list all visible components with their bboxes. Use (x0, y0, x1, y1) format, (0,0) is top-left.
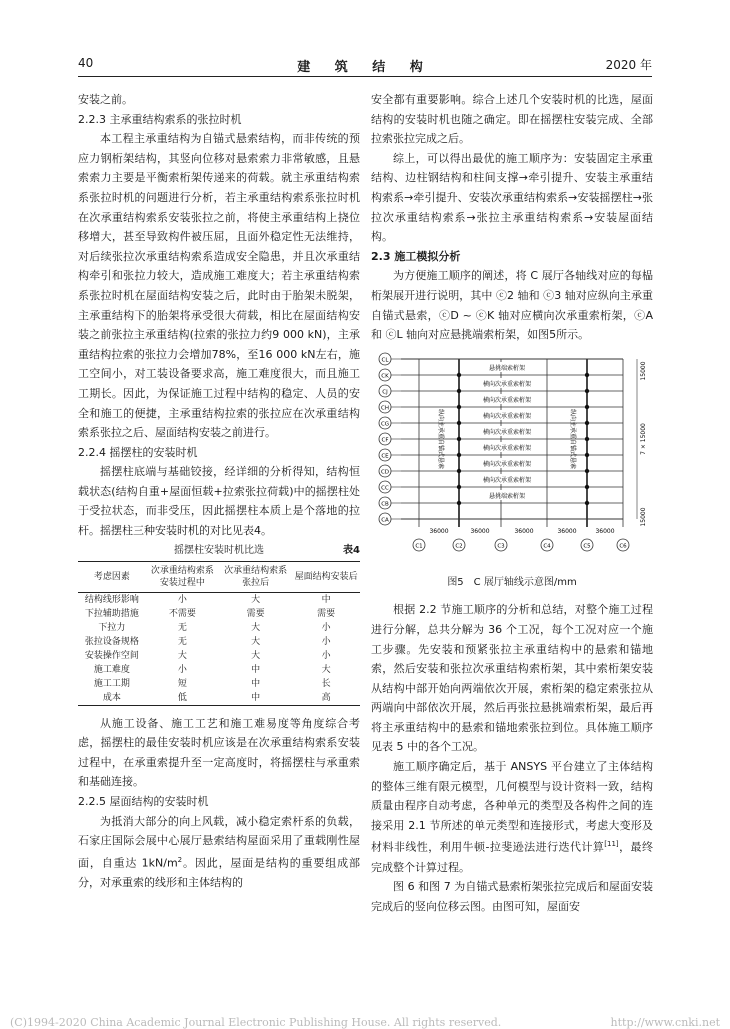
table-cell: 无 (177, 622, 187, 633)
joint (585, 389, 589, 393)
footer-url: http://www.cnki.net (610, 1016, 720, 1029)
band-label: 横向次承重索桁架 (482, 460, 532, 468)
table-cell: 下拉力 (98, 622, 126, 633)
table-header: 考虑因素 (78, 561, 146, 592)
band-label: 横向次承重索桁架 (482, 396, 532, 404)
copyright: (C)1994-2020 China Academic Journal Electronic Publishing House. All rights reserved. (10, 1016, 502, 1029)
band-label: 悬挑端索桁架 (488, 492, 526, 500)
section-heading: 2.3 施工模拟分析 (371, 249, 461, 263)
paragraph (78, 812, 360, 893)
joint (585, 421, 589, 425)
table-cell: 大 (251, 650, 261, 661)
paragraph: 图 6 和图 7 为自锚式悬索桁架张拉完成后和屋面安装完成后的竖向位移云图。由图可知，屋面安 (371, 880, 653, 913)
axis-label: C3 (497, 543, 505, 550)
span-dimension: 36000 (470, 527, 490, 535)
band-label: 横向次承重索桁架 (482, 476, 532, 484)
band-label: 横向次承重索桁架 (482, 412, 532, 420)
left-column (78, 90, 360, 893)
axis-label: CE (381, 453, 389, 460)
table-row (78, 592, 360, 607)
table-cell: 小 (177, 594, 187, 605)
table-row (78, 677, 360, 691)
span-dimension: 36000 (429, 527, 449, 535)
table-cell: 大 (321, 664, 331, 675)
table-cell: 小 (321, 622, 331, 633)
band-label: 悬挑端索桁架 (488, 364, 526, 372)
axis-label: C4 (543, 543, 551, 550)
span-dimension: 36000 (514, 527, 534, 535)
joint (457, 485, 461, 489)
joint (585, 437, 589, 441)
table-header: 屋面结构安装后 (292, 561, 360, 592)
side-label: 纵向主承重自锚式悬索 (569, 408, 576, 469)
joint (457, 389, 461, 393)
table-row (78, 691, 360, 706)
axis-label: C5 (583, 543, 591, 550)
text-run: 为抵消大部分的向上风载，减小稳定索杆系的负载，石家庄国际会展中心展厅悬索结构屋面采用了重载刚性屋面，自重达 1kN/m (78, 814, 360, 870)
joint (457, 501, 461, 505)
joint (457, 405, 461, 409)
journal-title: 建 筑 结 构 (297, 60, 433, 75)
axis-diagram (371, 349, 653, 567)
table-header: 次承重结构索系张拉后 (219, 561, 292, 592)
paragraph: 为方便施工顺序的阐述，将 C 展厅各轴线对应的每榀桁架展开进行说明，其中 ⓒ2 轴和 ⓒ3 轴对应纵向主承重自锚式悬索，ⓒD ~ ⓒK 轴对应横向次承重索桁架，ⓒA 和 ⓒL 轴向对应悬挑端索桁架，如图5所示。 (371, 269, 653, 342)
side-label: 纵向主承重自锚式悬索 (437, 408, 444, 469)
joint (585, 453, 589, 457)
table-cell: 无 (177, 636, 187, 647)
table-cell: 大 (251, 636, 261, 647)
table-cell: 施工工期 (93, 678, 130, 689)
citation: [11] (604, 840, 619, 849)
axis-label: CL (381, 357, 389, 364)
axis-label: C1 (415, 543, 423, 550)
table-cell: 中 (219, 691, 292, 706)
dimension-text: 7 × 15000 (640, 422, 647, 455)
axis-label: CD (380, 469, 390, 476)
paragraph: 综上，可以得出最优的施工顺序为：安装固定主承重结构、边柱钢结构和柱间支撑→牵引提升、安装主承重结构索系→牵引提升、安装次承重结构索系→安装摇摆柱→张拉次承重结构索系→张拉主承重结构索系→安装屋面结构。 (371, 151, 653, 244)
span-dimension: 36000 (595, 527, 615, 535)
paragraph: 从施工设备、施工工艺和施工难易度等角度综合考虑，摇摆柱的最佳安装时机应该是在次承重结构索系安装过程中，在承重索提升至一定高度时，将摇摆柱与承重索和基础连接。 (78, 716, 360, 789)
right-column (371, 90, 653, 916)
text-run: ，最终完成整个计算过程。 (371, 841, 654, 874)
axis-label: CJ (382, 389, 388, 396)
axis-label: C2 (455, 543, 463, 550)
text-run: 。因此，屋面是结构的重要组成部分，对承重索的线形和主体结构的 (78, 856, 361, 890)
paragraph: 本工程主承重结构为自锚式悬索结构，而非传统的预应力钢桁架结构，其竖向位移对悬索索力非常敏感，且悬索索力主要是平衡索桁架传递来的荷载。就主承重结构索系张拉时机的问题进行分析，若主承重结构索系张拉时机在次承重结构索系安装张拉之前，将使主承重结构上挠位移增大，甚至导致构件被压屈，且面外稳定性无法维持，对后续张拉次承重结构索系造成安全隐患，并且次承重结构牵引和张拉力较大，造成施工难度大；若主承重结构索系张拉时机在屋面结构安装之后，此时由于胎架未脱架，主承重结构下的胎架将承受很大荷载，相比在屋面结构安装之前张拉主承重结构(拉索的张拉力约9 000 kN)，主承重结构拉索的张拉力会增加78%，至16 000 kN左右，施工空间小，对工装设备要求高，施工难度很大，而且施工工期长。因此，为保证施工过程中结构的稳定、人员的安全和施工的便捷，主承重结构拉索的张拉应在次承重结构索系张拉之后、屋面结构安装之前进行。 (78, 132, 360, 440)
table-cell: 需要 (317, 608, 336, 619)
table-cell: 低 (146, 691, 219, 706)
joint (457, 469, 461, 473)
table-caption (78, 541, 360, 559)
joint (457, 437, 461, 441)
axis-label: CF (381, 437, 389, 444)
axis-label: CC (381, 485, 389, 492)
table-cell: 安装操作空间 (84, 650, 139, 661)
band-label: 横向次承重索桁架 (482, 380, 532, 388)
band-label: 横向次承重索桁架 (482, 444, 532, 452)
table-cell: 短 (177, 678, 187, 689)
axis-label: CA (381, 517, 389, 524)
axis-label: CK (381, 373, 389, 380)
joint (585, 405, 589, 409)
table-cell: 需要 (246, 608, 265, 619)
joint (457, 421, 461, 425)
table-cell: 大 (177, 650, 187, 661)
band-label: 横向次承重索桁架 (482, 428, 532, 436)
axis-label: CG (380, 421, 390, 428)
joint (585, 501, 589, 505)
joint (457, 373, 461, 377)
axis-label: C6 (619, 543, 627, 550)
paragraph: 根据 2.2 节施工顺序的分析和总结，对整个施工过程进行分解，总共分解为 36 个工况，每个工况对应一个施工步骤。先安装和预紧张拉主承重结构中的悬索和锚地索，然后安装和张拉次承重结构索桁架，其中索桁架安装从结构中部开始向两端依次开展，索桁架的稳定索张拉从两端向中部依次开展，然后再张拉悬挑端索桁架，最后再将主承重结构中的悬索和锚地索张拉到位。具体施工顺序见表 5 中的各个工况。 (371, 603, 653, 754)
comparison-table (78, 561, 360, 706)
table-row (78, 663, 360, 677)
table-row (78, 621, 360, 635)
joint (457, 453, 461, 457)
paragraph: 摇摆柱底端与基础铰接，经详细的分析得知，结构恒载状态(结构自重+屋面恒载+拉索张拉荷载)中的摇摆柱处于受拉状态，而非受压，因此摇摆柱本质上是个落地的拉杆。摇摆柱三种安装时机的对比见表4。 (78, 465, 360, 538)
table-title: 摇摆柱安装时机比选 (174, 544, 264, 556)
table-cell: 中 (251, 678, 261, 689)
table-cell: 施工难度 (93, 664, 130, 675)
table-cell: 小 (321, 650, 331, 661)
table-row (78, 635, 360, 649)
joint (585, 373, 589, 377)
page-header (78, 56, 652, 76)
table-cell: 中 (321, 594, 331, 605)
table-cell: 大 (251, 622, 261, 633)
table-row (78, 607, 360, 621)
table-header: 次承重结构索系安装过程中 (146, 561, 219, 592)
table-cell: 大 (251, 594, 261, 605)
axis-label: CB (381, 501, 389, 508)
span-dimension: 36000 (557, 527, 577, 535)
section-heading: 2.2.4 摇摆柱的安装时机 (78, 445, 198, 459)
figure-caption: 图5 C 展厅轴线示意图/mm (447, 576, 577, 588)
table-cell: 中 (251, 664, 261, 675)
table-row (78, 649, 360, 663)
axis-label: CH (381, 405, 389, 412)
header-rule (78, 76, 652, 77)
joint (585, 485, 589, 489)
table-cell: 结构线形影响 (84, 594, 139, 605)
table-number: 表4 (343, 544, 360, 556)
table-cell: 高 (292, 691, 360, 706)
table-cell: 不需要 (168, 608, 196, 619)
table-cell: 小 (177, 664, 187, 675)
section-heading: 2.2.5 屋面结构的安装时机 (78, 795, 209, 809)
superscript: 2 (177, 855, 183, 864)
dimension-text: 15000 (640, 507, 647, 527)
journal-year: 2020 年 (605, 58, 652, 72)
table-cell: 张拉设备规格 (84, 636, 139, 647)
section-heading: 2.2.3 主承重结构索系的张拉时机 (78, 112, 242, 126)
paragraph: 安全都有重要影响。综合上述几个安装时机的比选，屋面结构的安装时机也随之确定。即在摇摆柱安装完成、全部拉索张拉完成之后。 (371, 93, 653, 146)
table-cell: 长 (321, 678, 331, 689)
dimension-text: 15000 (640, 361, 647, 381)
text-run: 施工顺序确定后，基于 ANSYS 平台建立了主体结构的整体三维有限元模型，几何模型与设计资料一致，结构质量由程序自动考虑，各种单元的类型及各构件之间的连接采用 2.1 节所述的单元类型和连接形式，考虑大变形及材料非线性，利用牛顿-拉斐逊法进行迭代计算 (371, 760, 653, 855)
joint (585, 469, 589, 473)
table-cell: 下拉辅助措施 (84, 608, 139, 619)
page-number: 40 (78, 56, 94, 70)
paragraph: 安装之前。 (78, 93, 133, 106)
paragraph (371, 757, 653, 877)
table-cell: 小 (321, 636, 331, 647)
table-cell: 成本 (78, 691, 146, 706)
